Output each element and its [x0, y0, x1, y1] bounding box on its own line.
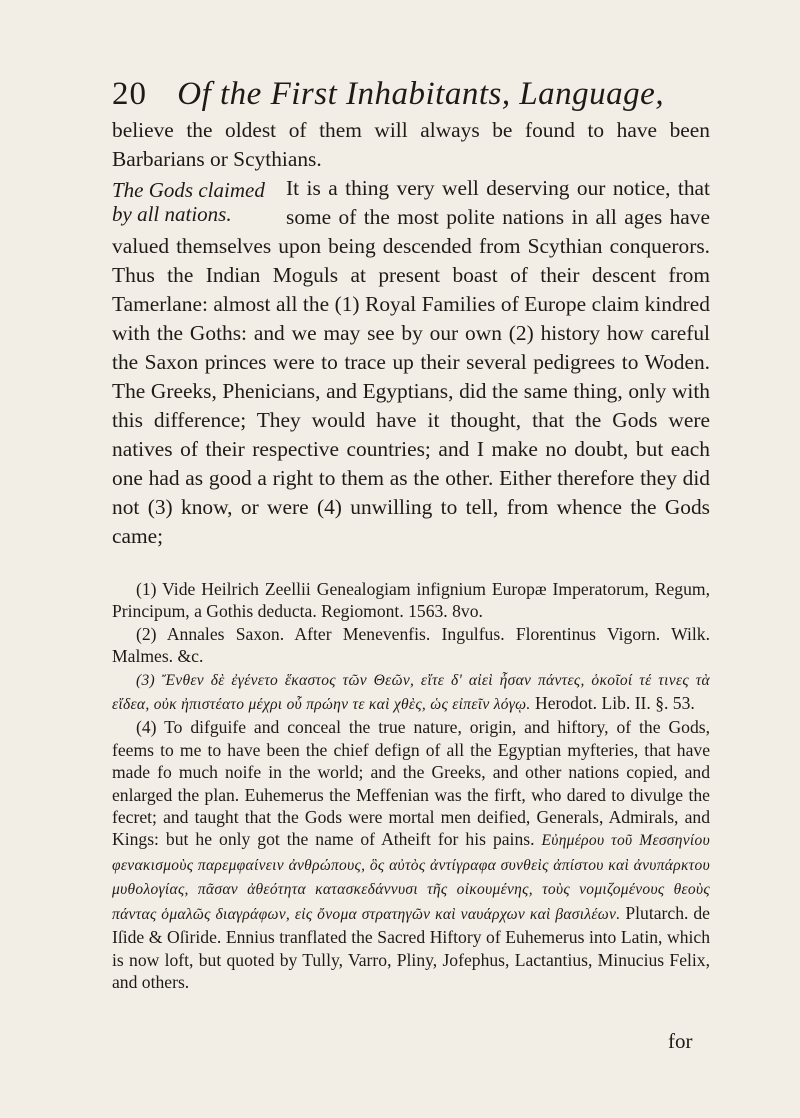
running-title: Of the First Inhabitants, Language, — [177, 76, 665, 112]
footnote-3 — [112, 668, 710, 717]
footnote-4 — [112, 716, 710, 993]
footnote-3-citation: Herodot. Lib. II. §. 53. — [535, 693, 695, 714]
paragraph-1: believe the oldest of them will always be found to have been Barbarians or Scythians. — [112, 118, 710, 171]
footnote-3-greek: (3) Ἔνθεν δὲ ἐγένετο ἕκαστος τῶν Θεῶν, εἴτε δ' αἰεὶ ἦσαν πάντες, ὁκοῖοί τέ τινες τὰ εἴδεα, οὐκ ἠπιστέατο μέχρι οὗ πρώην τε καὶ χθὲς, ὡς εἰπεῖν λόγῳ. — [112, 671, 710, 714]
margin-note: The Gods claimed by all nations. — [112, 178, 265, 226]
footnote-2: (2) Annales Saxon. After Menevenfis. Ingulfus. Florentinus Vigorn. Wilk. Malmes. &c. — [112, 623, 710, 667]
footnote-1: (1) Vide Heilrich Zeellii Genealogiam infignium Europæ Imperatorum, Regum, Principum, a Gothis deducta. Regiomont. 1563. 8vo. — [112, 579, 710, 622]
footnote-4-end: Plutarch. de Iſide & Oſiride. Ennius tranflated the Sacred Hiftory of Euhemerus into Latin, which is now loft, but quoted by Tully, Varro, Pliny, Jofephus, Lactantius, Minucius Felix, and others. — [112, 902, 710, 992]
page-number: 20 — [112, 76, 147, 112]
paragraph-2 — [112, 174, 710, 551]
main-text — [112, 116, 710, 551]
footnote-4-greek: Εὐημέρου τοῦ Μεσσηνίου φενακισμοὺς παρεμφαίνειν ἀνθρώπους, ὃς αὐτὸς ἀντίγραφα συνθεὶς ἀπίστου καὶ ἀνυπάρκτου μυθολογίας, πᾶσαν ἀθεότητα κατασκεδάννυσι τῆς οἰκουμένης, τοὺς νομιζομένους θεοὺς πάντας ὁμαλῶς διαγράφων, εἰς ὄνομα στρατηγῶν καὶ ναυάρχων καὶ βασιλέων. — [112, 832, 710, 923]
paragraph-2-text: It is a thing very well deserving our notice, that some of the most polite nations in all ages have valued themselves upon being descended from Scythian conquerors. Thus the Indian Moguls at present boast of their descent from Tamerlane: almost all the (1) Royal Families of Europe claim kindred with the Goths: and we may see by our own (2) history how careful the Saxon princes were to trace up their several pedigrees to Woden. The Greeks, Phenicians, and Egyptians, did the same thing, only with this difference; They would have it thought, that the Gods were natives of their respective countries; and I make no doubt, but each one had as good a right to them as the other. Either therefore they did not (3) know, or were (4) unwilling to tell, from whence the Gods came; — [112, 176, 710, 548]
footnotes — [112, 578, 710, 993]
page-header — [112, 74, 732, 114]
footnote-4-text: (4) To difguife and conceal the true nature, origin, and hiftory, of the Gods, feems to me to have been the chief defign of all the Egyptian myfteries, that have made fo much noife in the world; and the Greeks, and other nations copied, and enlarged the plan. Euhemerus the Meffenian was the firft, who dared to divulge the fecret; and taught that the Gods were mortal men deified, Generals, Admirals, and Kings: but he only got the name of Atheift for his pains. — [112, 717, 710, 850]
catchword: for — [668, 1029, 693, 1053]
